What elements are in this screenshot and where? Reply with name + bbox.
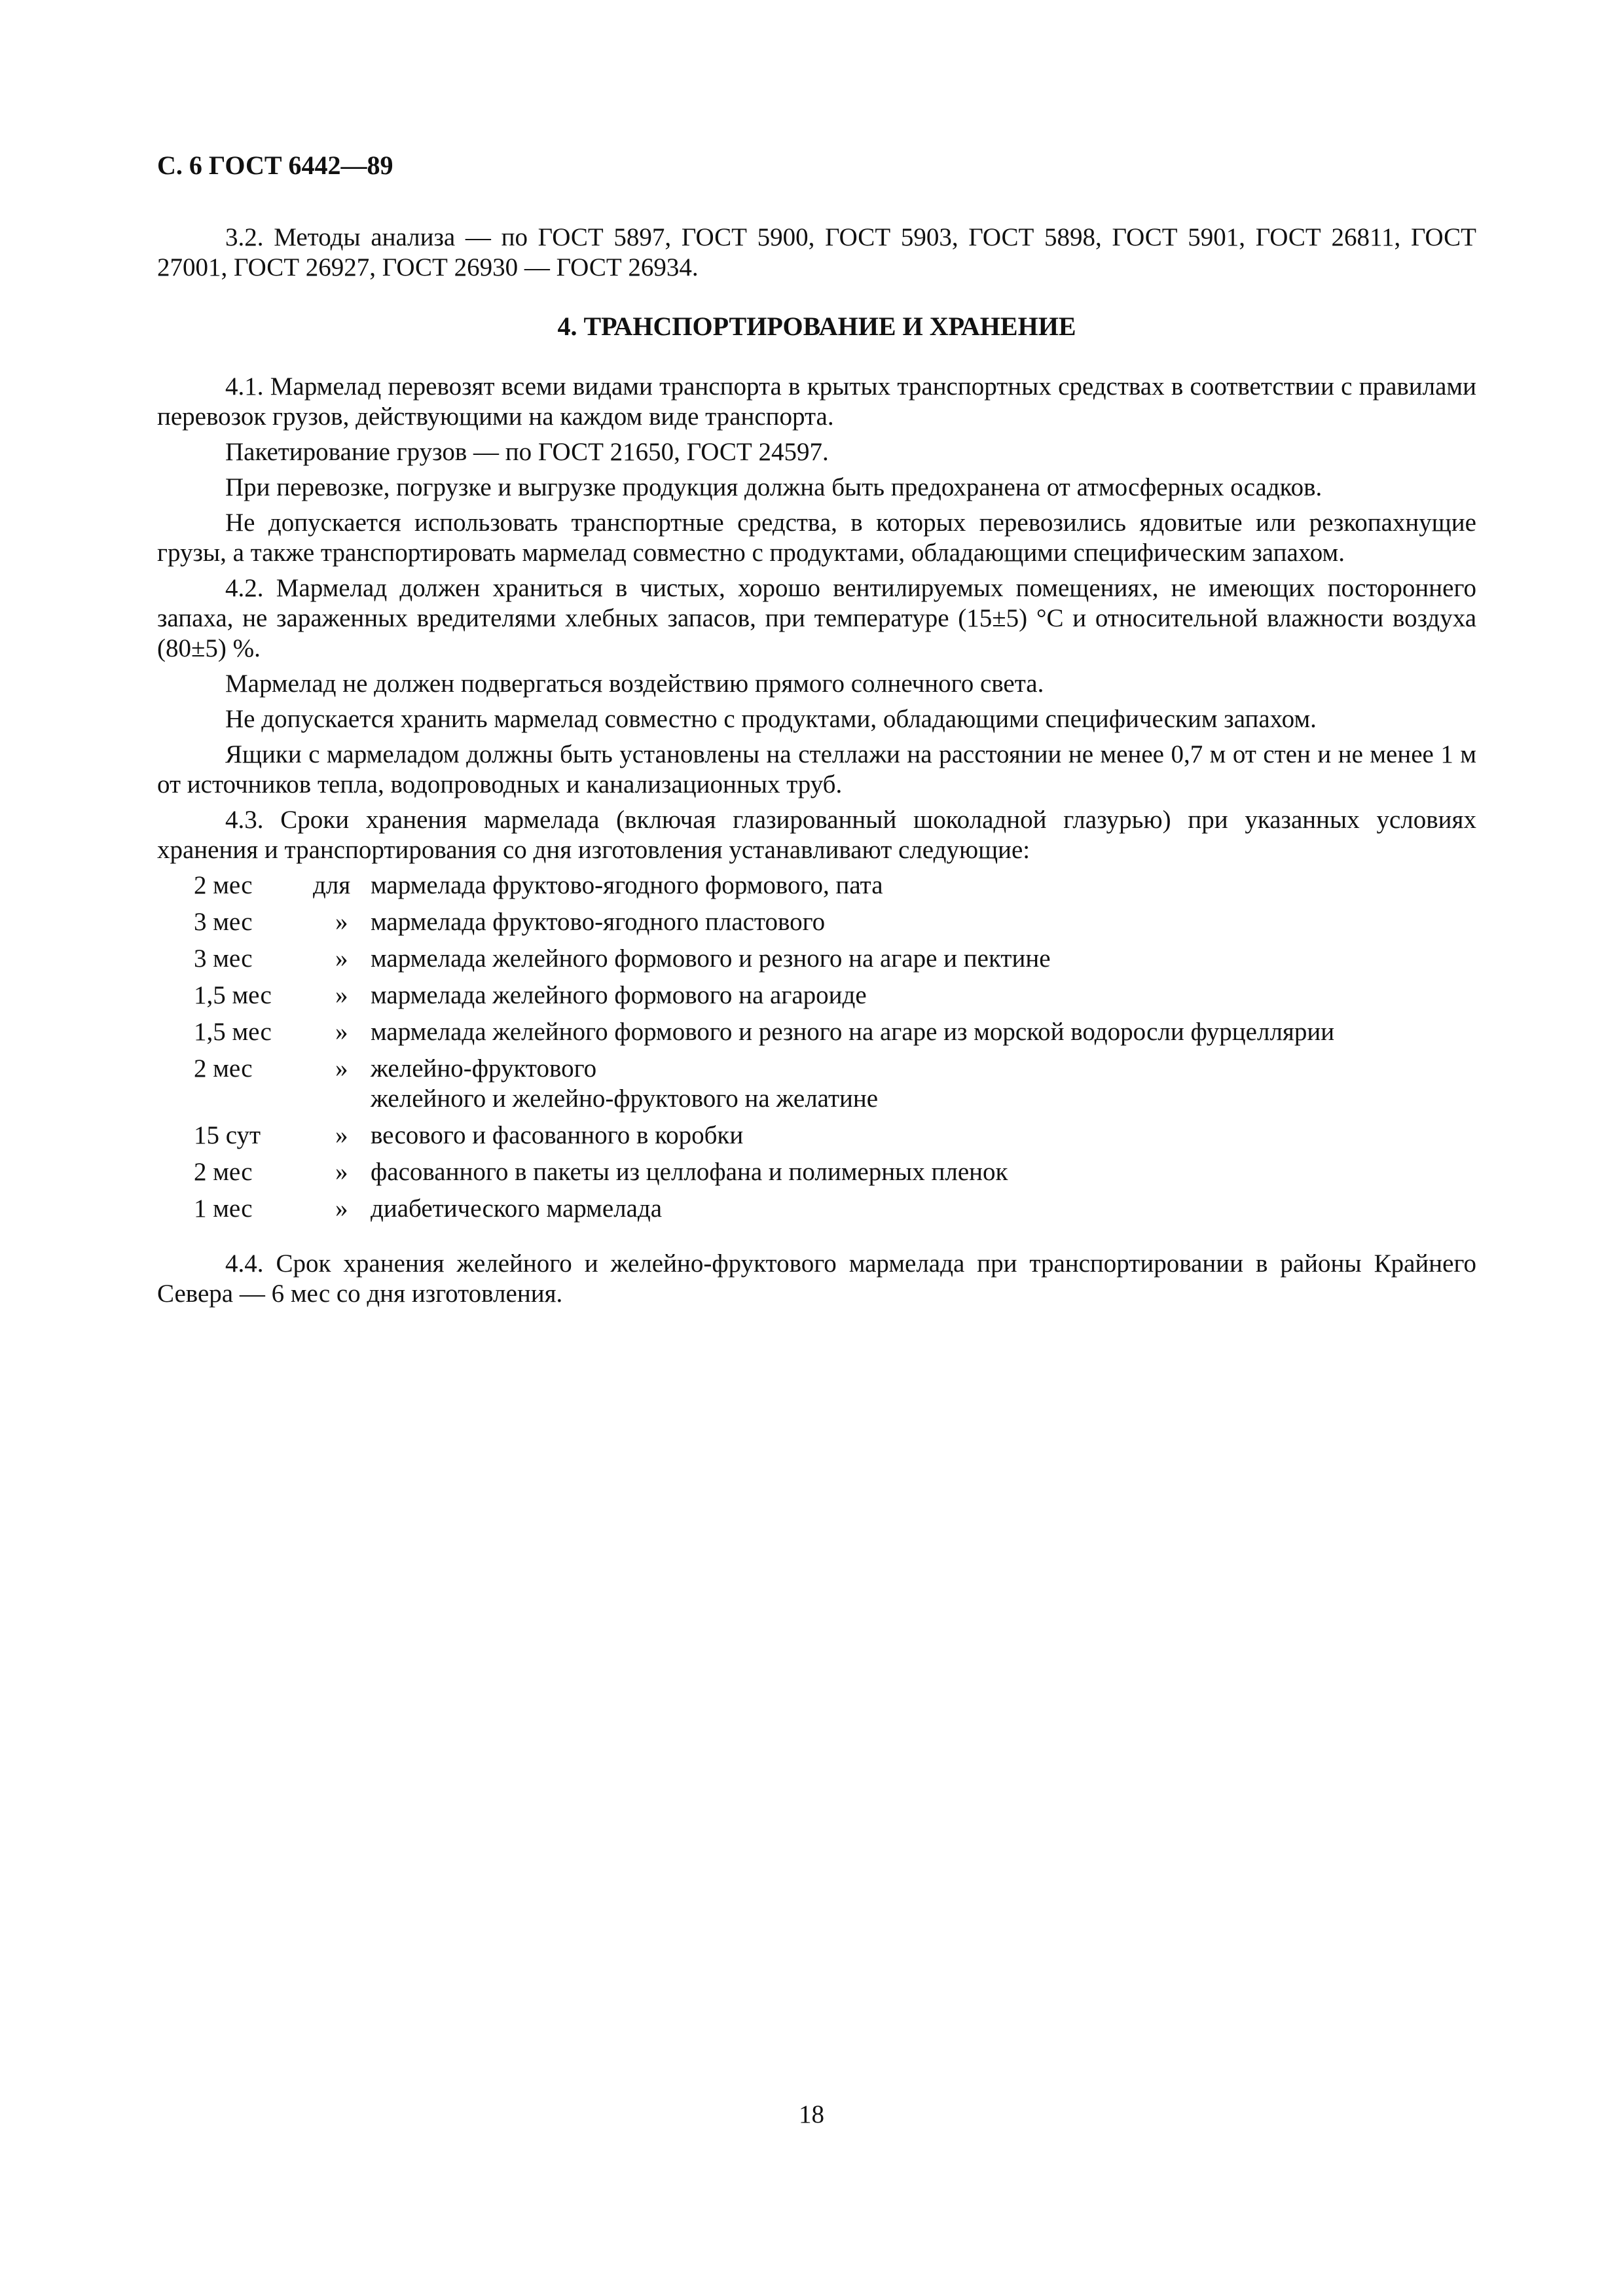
storage-term-row [157, 1017, 1476, 1047]
paragraph-4-4: 4.4. Срок хранения желейного и желейно-фруктового мармелада при транспортировании в районы Крайнего Севера — 6 мес со дня изготовления. [157, 1249, 1476, 1308]
storage-term-marker: » [335, 1194, 348, 1223]
storage-term-period: 1,5 мес [194, 981, 272, 1009]
section-title-4: 4. ТРАНСПОРТИРОВАНИЕ И ХРАНЕНИЕ [557, 312, 1076, 341]
document-page [157, 151, 1476, 1314]
storage-term-description [371, 980, 1476, 1011]
storage-term-row [157, 1194, 1476, 1224]
storage-term-period: 1,5 мес [194, 1018, 272, 1046]
storage-term-row [157, 944, 1476, 974]
storage-term-description-line: желейно-фруктового [371, 1054, 597, 1083]
storage-term-marker: » [335, 908, 348, 936]
storage-term-description-line: мармелада фруктово-ягодного формового, пата [371, 871, 883, 899]
storage-term-marker: » [335, 981, 348, 1009]
storage-term-description-line: мармелада желейного формового и резного на агаре и пектине [371, 944, 1051, 973]
page-header: С. 6 ГОСТ 6442—89 [157, 151, 393, 180]
paragraph-4-1-packaging: Пакетирование грузов — по ГОСТ 21650, ГОСТ 24597. [225, 438, 829, 466]
storage-term-row [157, 1054, 1476, 1114]
storage-term-period: 3 мес [194, 944, 253, 973]
paragraph-4-2: 4.2. Мармелад должен храниться в чистых, хорошо вентилируемых помещениях, не имеющих постороннего запаха, не зараженных вредителями хлебных запасов, при температуре (15±5) °С и относительной влажности воздуха (80±5) %. [157, 574, 1476, 662]
storage-term-marker: » [335, 1158, 348, 1186]
storage-term-description [371, 1054, 1476, 1114]
page-number: 18 [799, 2100, 824, 2128]
storage-term-description [371, 1194, 1476, 1224]
storage-term-period: 2 мес [194, 871, 253, 899]
storage-term-description [371, 1157, 1476, 1187]
paragraph-4-3: 4.3. Сроки хранения мармелада (включая глазированный шоколадной глазурью) при указанных условиях хранения и транспортирования со дня изготовления устанавливают следующие: [157, 806, 1476, 864]
storage-term-period: 1 мес [194, 1194, 253, 1223]
storage-term-description [371, 944, 1476, 974]
storage-terms-list [157, 870, 1476, 1224]
paragraph-4-1-protection: При перевозке, погрузке и выгрузке продукция должна быть предохранена от атмосферных осадков. [225, 473, 1322, 501]
storage-term-description-line: диабетического мармелада [371, 1194, 663, 1223]
storage-term-period: 15 сут [194, 1121, 261, 1149]
paragraph-3-2: 3.2. Методы анализа — по ГОСТ 5897, ГОСТ 5900, ГОСТ 5903, ГОСТ 5898, ГОСТ 5901, ГОСТ 26811, ГОСТ 27001, ГОСТ 26927, ГОСТ 26930 — ГОСТ 26934. [157, 223, 1476, 281]
paragraph-4-2-boxes: Ящики с мармеладом должны быть установлены на стеллажи на расстоянии не менее 0,7 м от стен и не менее 1 м от источников тепла, водопроводных и канализационных труб. [157, 740, 1476, 798]
paragraph-4-1-restriction: Не допускается использовать транспортные средства, в которых перевозились ядовитые или резкопахнущие грузы, а также транспортировать мармелад совместно с продуктами, обладающими специфическим запахом. [157, 509, 1476, 567]
storage-term-row [157, 980, 1476, 1011]
storage-term-description-line: фасованного в пакеты из целлофана и полимерных пленок [371, 1158, 1008, 1186]
storage-term-marker: » [335, 1121, 348, 1149]
storage-term-description-line: желейного и желейно-фруктового на желатине [371, 1085, 879, 1113]
storage-term-description [371, 1017, 1476, 1047]
storage-term-description-line: мармелада желейного формового на агароиде [371, 981, 867, 1009]
storage-term-marker: » [335, 944, 348, 973]
paragraph-4-2-odor: Не допускается хранить мармелад совместно с продуктами, обладающими специфическим запахом. [225, 705, 1317, 733]
storage-term-marker: для [313, 871, 351, 899]
storage-term-description-line: весового и фасованного в коробки [371, 1121, 744, 1149]
storage-term-row [157, 1121, 1476, 1151]
paragraph-4-2-sunlight: Мармелад не должен подвергаться воздействию прямого солнечного света. [225, 670, 1044, 698]
paragraph-4-1: 4.1. Мармелад перевозят всеми видами транспорта в крытых транспортных средствах в соответствии с правилами перевозок грузов, действующими на каждом виде транспорта. [157, 372, 1476, 431]
storage-term-row [157, 907, 1476, 937]
storage-term-description [371, 907, 1476, 937]
storage-term-marker: » [335, 1054, 348, 1083]
storage-term-period: 2 мес [194, 1054, 253, 1083]
storage-term-period: 2 мес [194, 1158, 253, 1186]
storage-term-description-line: мармелада желейного формового и резного на агаре из морской водоросли фурцеллярии [371, 1018, 1335, 1046]
storage-term-row [157, 1157, 1476, 1187]
storage-term-marker: » [335, 1018, 348, 1046]
storage-term-row [157, 870, 1476, 901]
storage-term-description-line: мармелада фруктово-ягодного пластового [371, 908, 826, 936]
storage-term-description [371, 1121, 1476, 1151]
storage-term-period: 3 мес [194, 908, 253, 936]
storage-term-description [371, 870, 1476, 901]
